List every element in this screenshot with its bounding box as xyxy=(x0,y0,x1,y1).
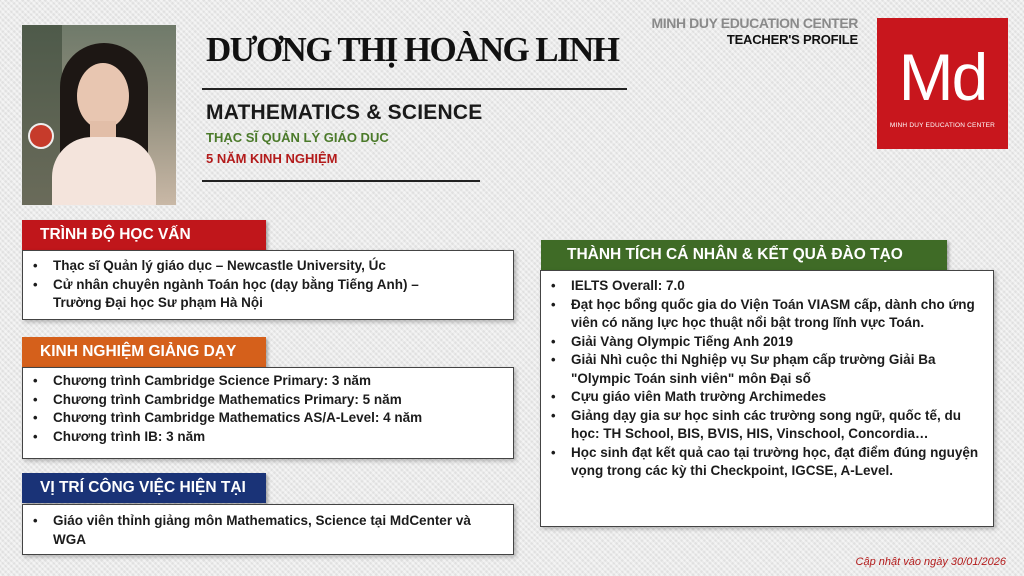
list-item: • Thạc sĩ Quản lý giáo dục – Newcastle University, Úc xyxy=(23,257,513,276)
teacher-photo xyxy=(22,25,176,205)
teaching-list xyxy=(23,372,513,446)
update-date: Cập nhật vào ngày 30/01/2026 xyxy=(855,556,1006,568)
teacher-experience: 5 NĂM KINH NGHIỆM xyxy=(206,151,338,166)
teaching-header: KINH NGHIỆM GIẢNG DẠY xyxy=(22,337,266,367)
achievements-header: THÀNH TÍCH CÁ NHÂN & KẾT QUẢ ĐÀO TẠO xyxy=(541,240,947,270)
position-list xyxy=(23,512,513,549)
list-item: • Cử nhân chuyên ngành Toán học (dạy bằng Tiếng Anh) – Trường Đại học Sư phạm Hà Nội xyxy=(23,276,513,313)
education-list xyxy=(23,257,513,313)
list-item: • Chương trình IB: 3 năm xyxy=(23,428,513,447)
list-item: • Giải Vàng Olympic Tiếng Anh 2019 xyxy=(541,333,981,352)
list-item: • Giảng dạy gia sư học sinh các trường song ngữ, quốc tế, du học: TH School, BIS, BVIS, HIS, Vinschool, Concordia… xyxy=(541,407,981,444)
list-item: • Giải Nhì cuộc thi Nghiệp vụ Sư phạm cấp trường Giải Ba "Olympic Toán sinh viên" môn Đại số xyxy=(541,351,981,388)
divider xyxy=(202,180,480,182)
position-header: VỊ TRÍ CÔNG VIỆC HIỆN TẠI xyxy=(22,473,266,503)
list-item: • Đạt học bổng quốc gia do Viện Toán VIASM cấp, dành cho ứng viên có năng lực học thuật nổi bật trong lĩnh vực Toán. xyxy=(541,296,981,333)
achievements-box xyxy=(540,270,994,527)
list-item: • Chương trình Cambridge Mathematics Primary: 5 năm xyxy=(23,391,513,410)
education-box xyxy=(22,250,514,320)
list-item: • Cựu giáo viên Math trường Archimedes xyxy=(541,388,981,407)
profile-label: TEACHER'S PROFILE xyxy=(726,32,858,47)
education-header: TRÌNH ĐỘ HỌC VẤN xyxy=(22,220,266,250)
divider xyxy=(202,88,627,90)
list-item: • Học sinh đạt kết quả cao tại trường học, đạt điểm đúng nguyện vọng trong các kỳ thi Checkpoint, IGCSE, A-Level. xyxy=(541,444,981,481)
logo-mark: Md xyxy=(898,40,987,114)
list-item: • Giáo viên thỉnh giảng môn Mathematics, Science tại MdCenter và WGA xyxy=(23,512,513,549)
list-item: • Chương trình Cambridge Mathematics AS/A-Level: 4 năm xyxy=(23,409,513,428)
teacher-subject: MATHEMATICS & SCIENCE xyxy=(206,101,483,124)
teaching-box xyxy=(22,367,514,459)
center-name: MINH DUY EDUCATION CENTER xyxy=(651,15,858,31)
list-item: • Chương trình Cambridge Science Primary: 3 năm xyxy=(23,372,513,391)
teacher-name: DƯƠNG THỊ HOÀNG LINH xyxy=(206,30,619,69)
logo-tagline: MINH DUY EDUCATION CENTER xyxy=(889,122,996,129)
position-box xyxy=(22,504,514,555)
md-logo xyxy=(877,18,1008,149)
achievements-list xyxy=(541,277,981,481)
list-item: • IELTS Overall: 7.0 xyxy=(541,277,981,296)
teacher-degree: THẠC SĨ QUẢN LÝ GIÁO DỤC xyxy=(206,130,389,145)
